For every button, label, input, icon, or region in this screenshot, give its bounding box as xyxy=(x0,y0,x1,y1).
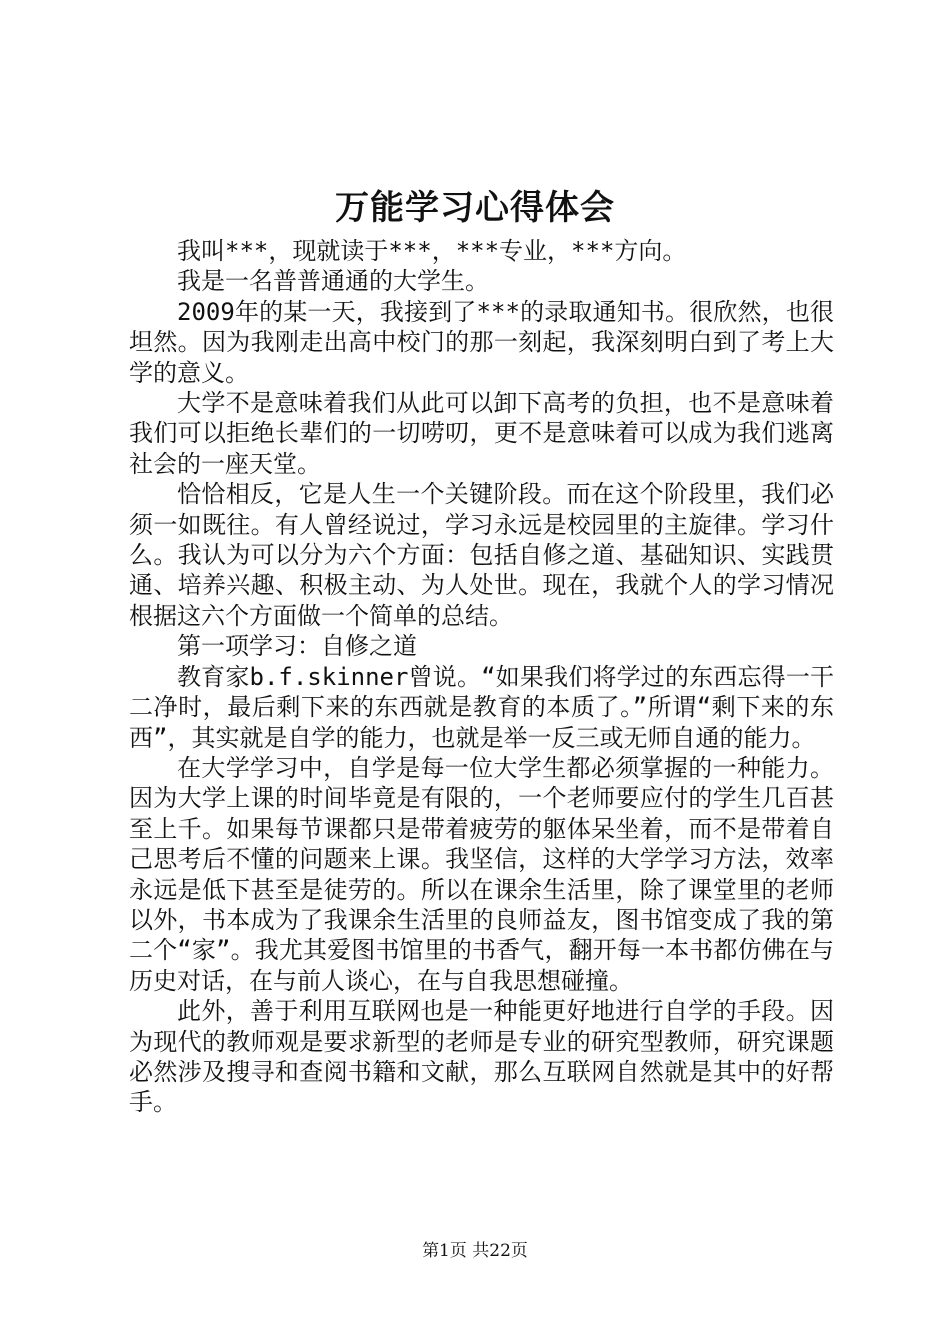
paragraph-skinner-quote: 教育家b.f.skinner曾说。“如果我们将学过的东西忘得一干二净时，最后剩下来的东西就是教育的本质了。”所谓“剩下来的东西”，其实就是自学的能力，也就是举一反三或无师自通的能力。 xyxy=(129,662,834,752)
paragraph-identity: 我是一名普普通通的大学生。 xyxy=(177,267,489,296)
document-title: 万能学习心得体会 xyxy=(335,188,615,228)
paragraph-six-aspects: 恰恰相反，它是人生一个关键阶段。而在这个阶段里，我们必须一如既往。有人曾经说过，学习永远是校园里的主旋律。学习什么。我认为可以分为六个方面：包括自修之道、基础知识、实践贯通、培养兴趣、积极主动、为人处世。现在，我就个人的学习情况根据这六个方面做一个简单的总结。 xyxy=(129,480,834,630)
document-body xyxy=(129,236,834,1118)
paragraph-university-meaning: 大学不是意味着我们从此可以卸下高考的负担，也不是意味着我们可以拒绝长辈们的一切唠叨，更不是意味着可以成为我们逃离社会的一座天堂。 xyxy=(129,389,834,478)
page-number-footer: 第1页 共22页 xyxy=(422,1241,528,1261)
paragraph-self-study-importance: 在大学学习中，自学是每一位大学生都必须掌握的一种能力。因为大学上课的时间毕竟是有限的，一个老师要应付的学生几百甚至上千。如果每节课都只是带着疲劳的躯体呆坐着，而不是带着自己思考后不懂的问题来上课。我坚信，这样的大学学习方法，效率永远是低下甚至是徒劳的。所以在课余生活里，除了课堂里的老师以外，书本成为了我课余生活里的良师益友，图书馆变成了我的第二个“家”。我尤其爱图书馆里的书香气，翻开每一本书都仿佛在与历史对话，在与前人谈心，在与自我思想碰撞。 xyxy=(129,753,834,995)
paragraph-admission: 2009年的某一天，我接到了***的录取通知书。很欣然，也很坦然。因为我刚走出高中校门的那一刻起，我深刻明白到了考上大学的意义。 xyxy=(129,297,834,387)
paragraph-internet: 此外，善于利用互联网也是一种能更好地进行自学的手段。因为现代的教师观是要求新型的老师是专业的研究型教师，研究课题必然涉及搜寻和查阅书籍和文献，那么互联网自然就是其中的好帮手。 xyxy=(129,997,834,1117)
paragraph-intro: 我叫***，现就读于***，***专业，***方向。 xyxy=(177,237,687,265)
section-heading-self-study: 第一项学习：自修之道 xyxy=(177,632,417,661)
